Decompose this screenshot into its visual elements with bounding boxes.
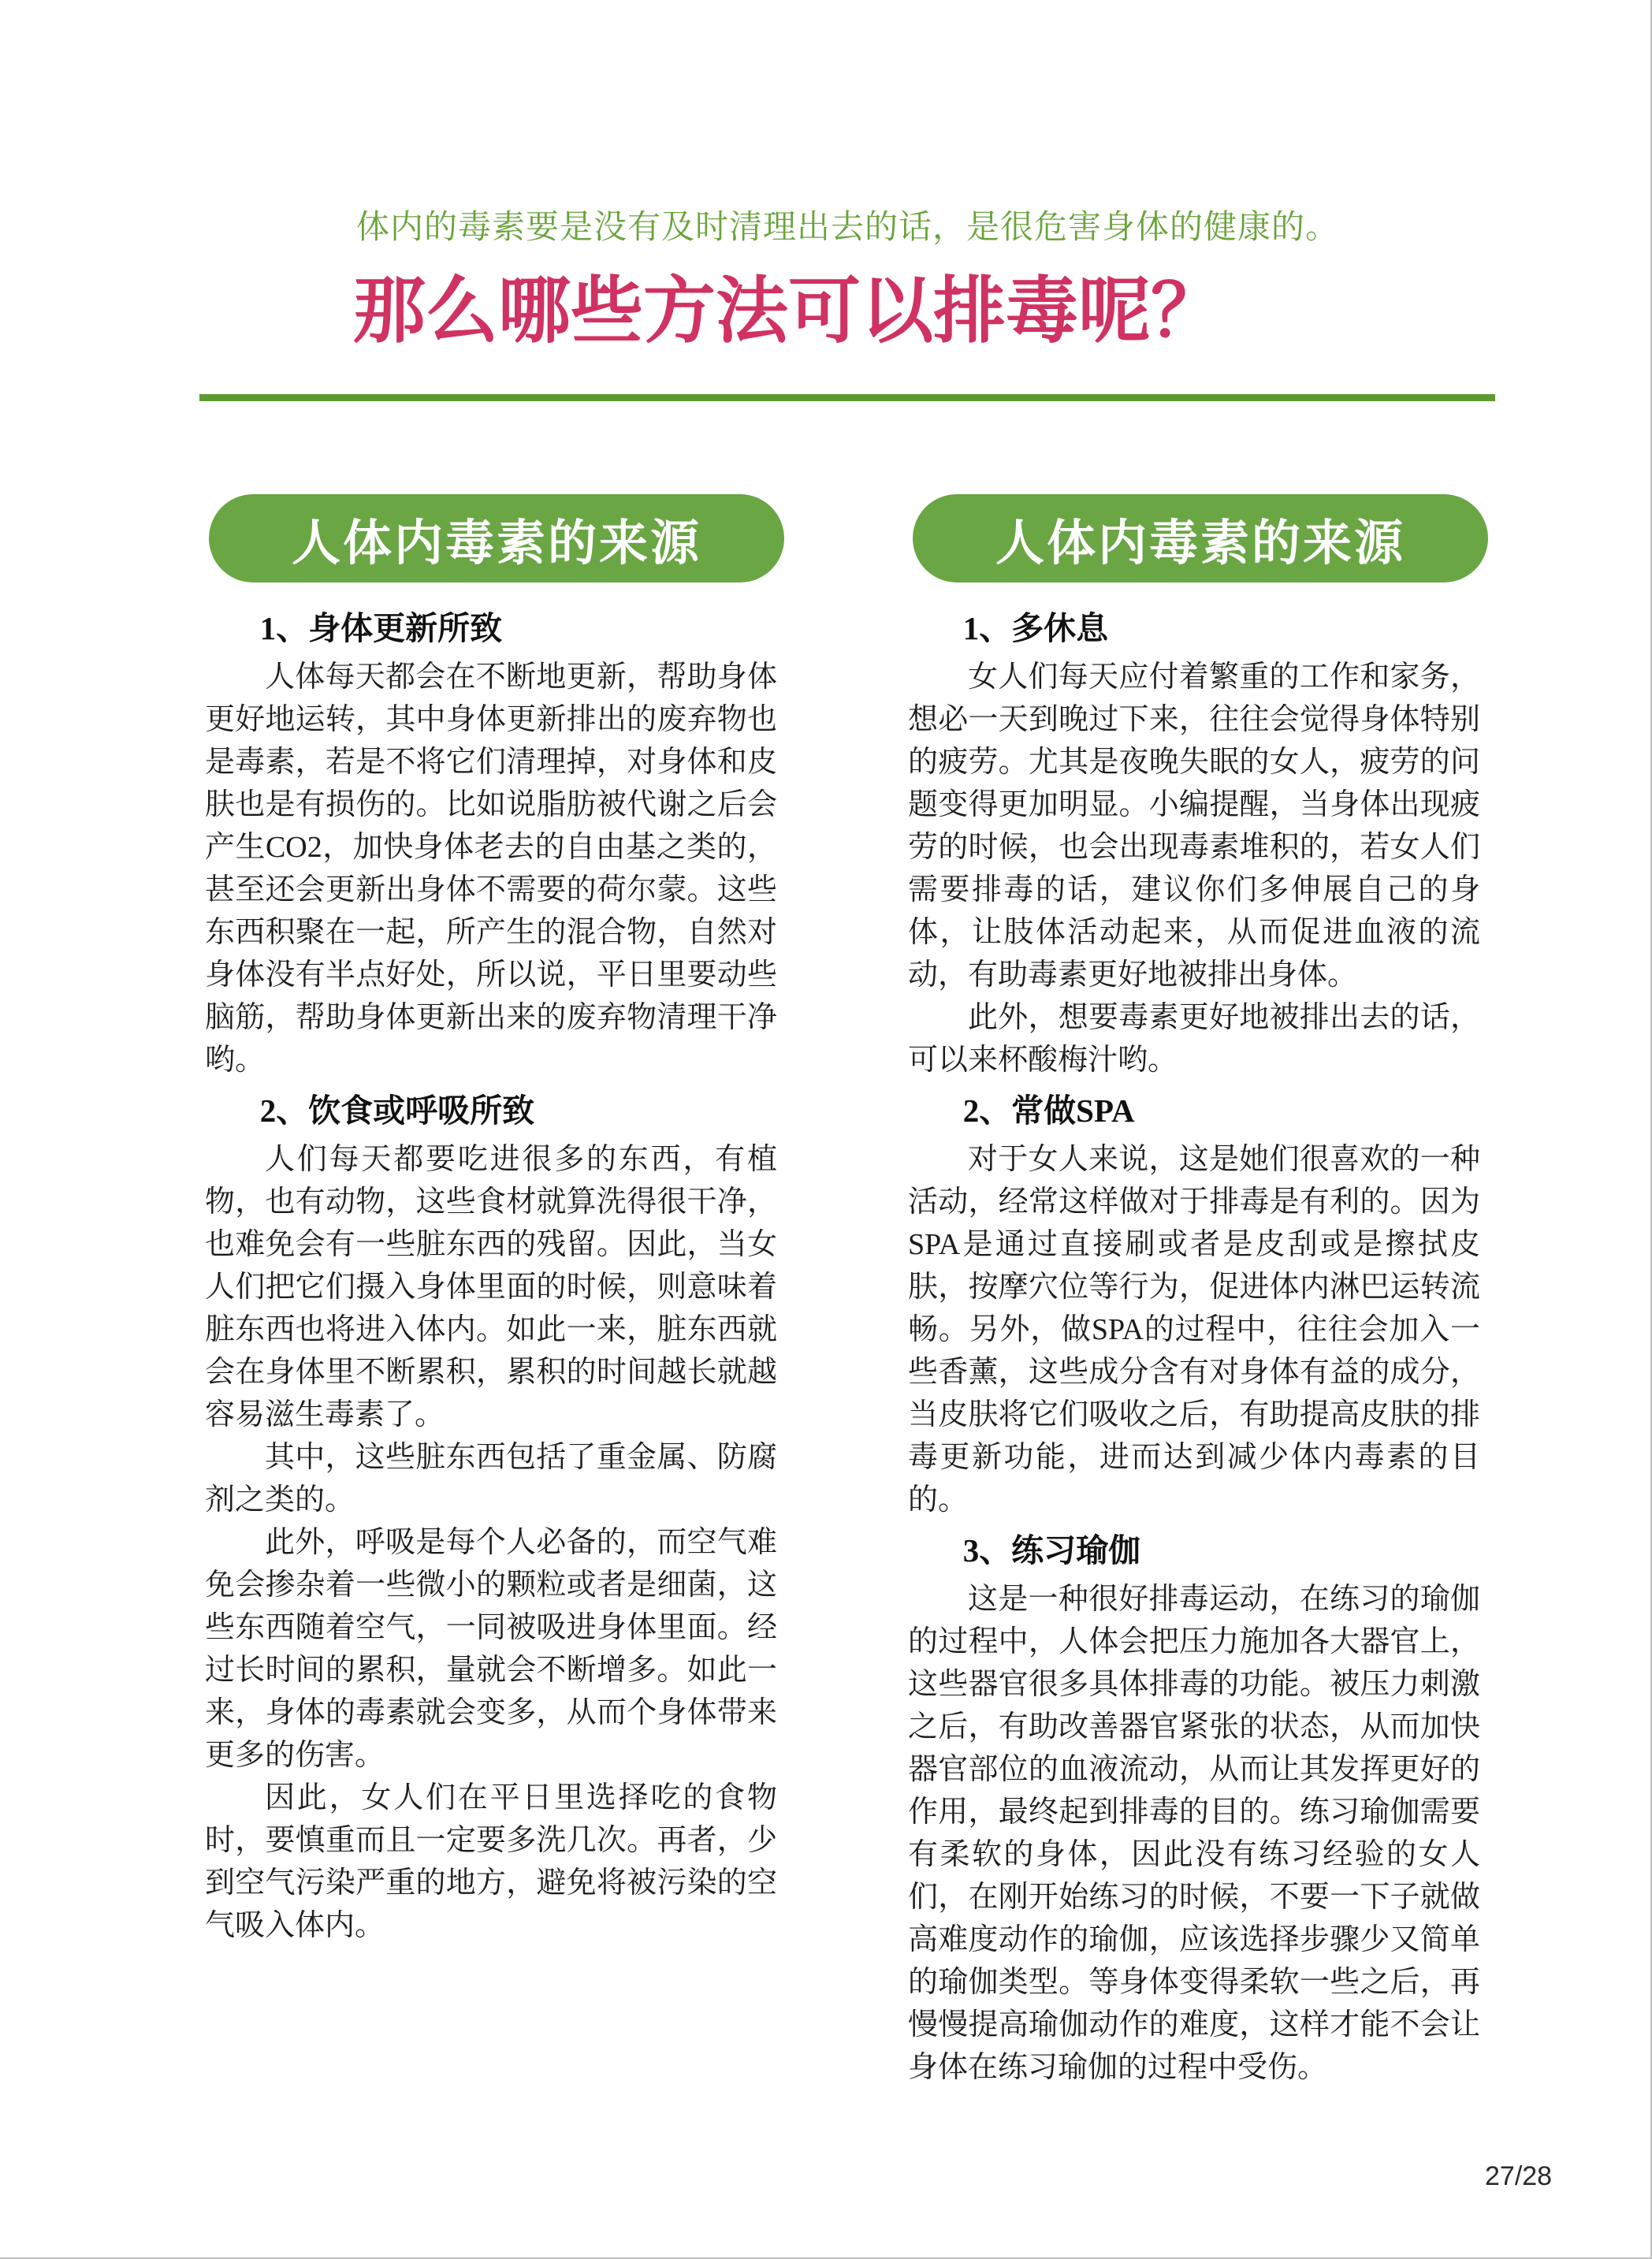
section-heading: 1、多休息 — [962, 610, 1109, 646]
paragraph: 人们每天都要吃进很多的东西，有植物，也有动物，这些食材就算洗得很干净，也难免会有一些脏东西的残留。因此，当女人们把它们摄入身体里面的时候，则意味着脏东西也将进入体内。如此一来，脏东西就会在身体里不断累积，累积的时间越长就越容易滋生毒素了。 — [205, 1143, 777, 1431]
paragraph: 此外，呼吸是每个人必备的，而空气难免会掺杂着一些微小的颗粒或者是细菌，这些东西随着空气，一同被吸进身体里面。经过长时间的累积，量就会不断增多。如此一来，身体的毒素就会变多，从而个身体带来更多的伤害。 — [205, 1526, 777, 1772]
left-column-banner-label: 人体内毒素的来源 — [291, 515, 701, 571]
paragraph: 此外，想要毒素更好地被排出去的话，可以来杯酸梅汁哟。 — [908, 1001, 1480, 1077]
paragraph: 女人们每天应付着繁重的工作和家务，想必一天到晚过下来，往往会觉得身体特别的疲劳。尤其是夜晚失眠的女人，疲劳的问题变得更加明显。小编提醒，当身体出现疲劳的时候，也会出现毒素堆积的，若女人们需要排毒的话，建议你们多伸展自己的身体，让肢体活动起来，从而促进血液的流动，有助毒素更好地被排出身体。 — [908, 661, 1480, 992]
section-heading: 2、常做SPA — [962, 1092, 1135, 1129]
paragraph: 这是一种很好排毒运动，在练习的瑜伽的过程中，人体会把压力施加各大器官上，这些器官很多具体排毒的功能。被压力刺激之后，有助改善器官紧张的状态，从而加快器官部位的血液流动，从而让其发挥更好的作用，最终起到排毒的目的。练习瑜伽需要有柔软的身体，因此没有练习经验的女人们，在刚开始练习的时候，不要一下子就做高难度动作的瑜伽，应该选择步骤少又简单的瑜伽类型。等身体变得柔软一些之后，再慢慢提高瑜伽动作的难度，这样才能不会让身体在练习瑜伽的过程中受伤。 — [908, 1583, 1480, 2084]
left-column-banner — [209, 494, 784, 582]
page-title: 那么哪些方法可以排毒呢？ — [353, 271, 1224, 352]
right-column-banner-label: 人体内毒素的来源 — [995, 515, 1405, 571]
paragraph: 其中，这些脏东西包括了重金属、防腐剂之类的。 — [205, 1441, 777, 1517]
page-subtitle: 体内的毒素要是没有及时清理出去的话，是很危害身体的健康的。 — [356, 208, 1340, 245]
section-heading: 3、练习瑜伽 — [962, 1532, 1141, 1569]
left-text-column — [205, 599, 777, 1947]
section-heading: 2、饮食或呼吸所致 — [259, 1092, 535, 1129]
page-number: 27/28 — [1485, 2161, 1553, 2191]
right-text-column — [908, 599, 1480, 2089]
paragraph: 人体每天都会在不断地更新，帮助身体更好地运转，其中身体更新排出的废弃物也是毒素，若是不将它们清理掉，对身体和皮肤也是有损伤的。比如说脂肪被代谢之后会产生CO2，加快身体老去的自由基之类的，甚至还会更新出身体不需要的荷尔蒙。这些东西积聚在一起，所产生的混合物，自然对身体没有半点好处，所以说，平日里要动些脑筋，帮助身体更新出来的废弃物清理干净哟。 — [205, 661, 777, 1077]
green-divider-rule — [199, 394, 1495, 401]
paragraph: 对于女人来说，这是她们很喜欢的一种活动，经常这样做对于排毒是有利的。因为SPA是通过直接刷或者是皮刮或是擦拭皮肤，按摩穴位等行为，促进体内淋巴运转流畅。另外，做SPA的过程中，往往会加入一些香薰，这些成分含有对身体有益的成分，当皮肤将它们吸收之后，有助提高皮肤的排毒更新功能，进而达到减少体内毒素的目的。 — [908, 1143, 1480, 1517]
paragraph: 因此，女人们在平日里选择吃的食物时，要慎重而且一定要多洗几次。再者，少到空气污染严重的地方，避免将被污染的空气吸入体内。 — [205, 1781, 777, 1942]
section-heading: 1、身体更新所致 — [259, 610, 503, 646]
right-column-banner — [913, 494, 1488, 582]
